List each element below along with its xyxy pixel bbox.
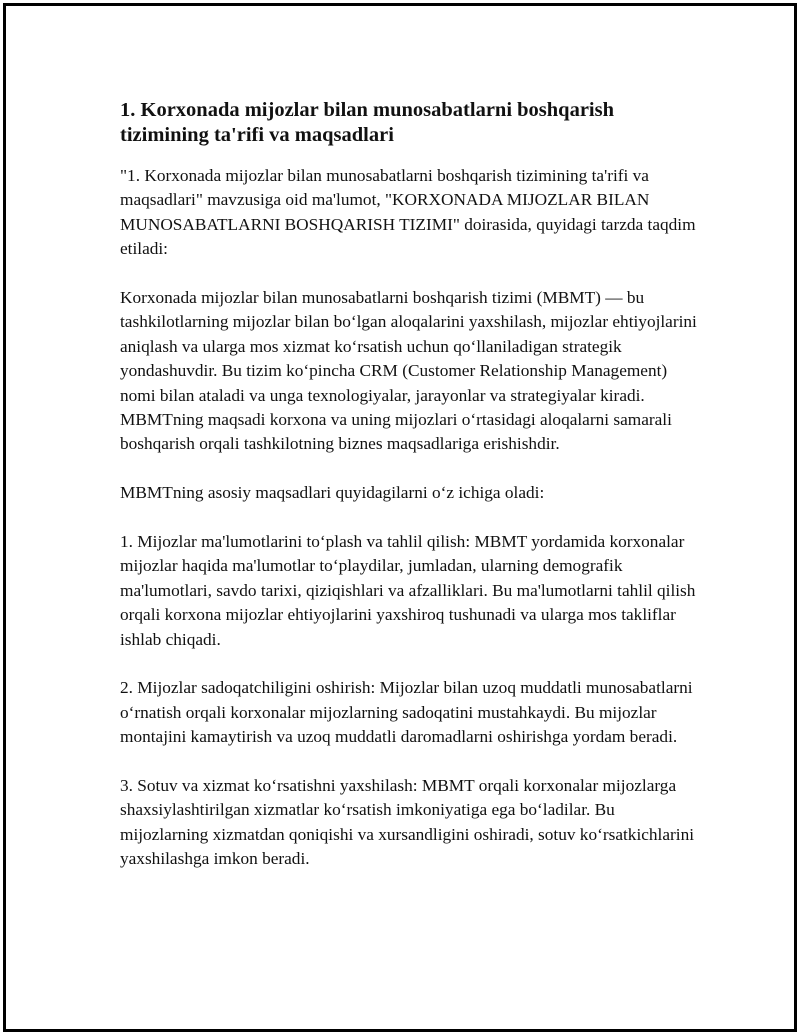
document-title: 1. Korxonada mijozlar bilan munosabatlarni boshqarish tizimining ta'rifi va maqsadlari <box>120 99 614 146</box>
paragraph-goals-lead: MBMTning asosiy maqsadlari quyidagilarni oʻz ichiga oladi: <box>120 483 545 503</box>
paragraph-goal-2: 2. Mijozlar sadoqatchiligini oshirish: Mijozlar bilan uzoq muddatli munosabatlarni oʻrnatish orqali korxonalar mijozlarning sadoqatini mustahkaydi. Bu mijozlar montajini kamaytirish va uzoq muddatli daromadlarni oshirishga yordam beradi. <box>120 678 693 747</box>
paragraph-definition: Korxonada mijozlar bilan munosabatlarni boshqarish tizimi (MBMT) — bu tashkilotlarning mijozlar bilan boʻlgan aloqalarini yaxshilash, mijozlar ehtiyojlarini aniqlash va ularga mos xizmat koʻrsatish uchun qoʻllaniladigan strategik yondashuvdir. Bu tizim koʻpincha CRM (Customer Relationship Management) nomi bilan ataladi va unga texnologiyalar, jarayonlar va strategiyalar kiradi. MBMTning maqsadi korxona va uning mijozlari oʻrtasidagi aloqalarni samarali boshqarish orqali tashkilotning biznes maqsadlariga erishishdir. <box>120 288 697 454</box>
paragraph-intro: "1. Korxonada mijozlar bilan munosabatlarni boshqarish tizimining ta'rifi va maqsadlari" mavzusiga oid ma'lumot, "KORXONADA MIJOZLAR BILAN MUNOSABATLARNI BOSHQARISH TIZIMI" doirasida, quyidagi tarzda taqdim etiladi: <box>120 166 696 259</box>
paragraph-goal-3: 3. Sotuv va xizmat koʻrsatishni yaxshilash: MBMT orqali korxonalar mijozlarga shaxsiylashtirilgan xizmatlar koʻrsatish imkoniyatiga ega boʻladilar. Bu mijozlarning xizmatdan qoniqishi va xursandligini oshiradi, sotuv koʻrsatkichlarini yaxshilashga imkon beradi. <box>120 776 695 869</box>
page-frame <box>3 3 797 1032</box>
document-body <box>120 98 700 896</box>
paragraph-goal-1: 1. Mijozlar ma'lumotlarini toʻplash va tahlil qilish: MBMT yordamida korxonalar mijozlar haqida ma'lumotlar toʻplaydilar, jumladan, ularning demografik ma'lumotlari, savdo tarixi, qiziqishlari va afzalliklari. Bu ma'lumotlarni tahlil qilish orqali korxona mijozlar ehtiyojlarini yaxshiroq tushunadi va ularga mos takliflar ishlab chiqadi. <box>120 532 696 649</box>
